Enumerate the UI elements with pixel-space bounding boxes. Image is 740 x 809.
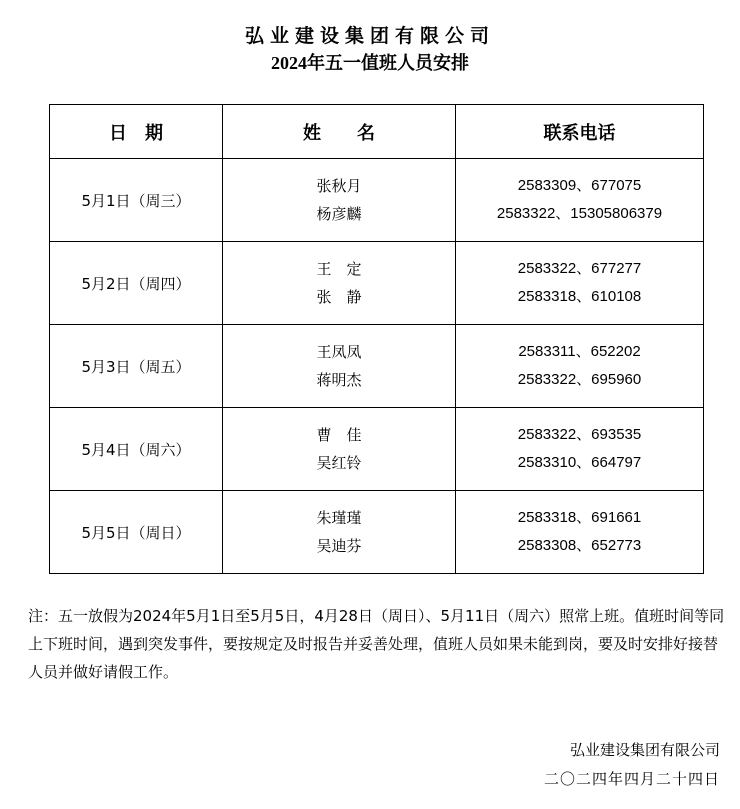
table-row [50, 325, 704, 408]
phone-cell [456, 325, 704, 408]
signature-company: 弘业建设集团有限公司 [569, 741, 720, 759]
staff-name: 王 定 [316, 260, 362, 278]
duty-roster-table [49, 104, 704, 574]
phone-cell [456, 159, 704, 242]
table-row [50, 242, 704, 325]
phone-number: 2583309、677075 [517, 177, 642, 194]
signature-date: 二〇二四年四月二十四日 [543, 770, 720, 788]
name-cell [223, 408, 456, 491]
name-cell [223, 242, 456, 325]
phone-number: 2583308、652773 [517, 537, 642, 554]
staff-name: 王凤凤 [316, 343, 362, 361]
document-title: 弘业建设集团有限公司 [244, 25, 495, 47]
phone-cell [456, 242, 704, 325]
staff-name: 朱瑾瑾 [316, 509, 362, 527]
staff-name: 蒋明杰 [316, 371, 362, 389]
notice-paragraph: 注：五一放假为2024年5月1日至5月5日，4月28日（周日）、5月11日（周六）照常上班。值班时间等同上下班时间，遇到突发事件，要按规定及时报告并妥善处理，值班人员如果未能到岗，要及时安排好接替人员并做好请假工作。 [28, 607, 725, 681]
table-row [50, 491, 704, 574]
staff-name: 张 静 [316, 288, 362, 306]
staff-name: 吴迪芬 [316, 537, 362, 555]
column-header-date: 日 期 [50, 105, 223, 159]
column-header-phone: 联系电话 [456, 105, 704, 159]
phone-cell [456, 408, 704, 491]
phone-number: 2583310、664797 [517, 454, 642, 471]
phone-number: 2583322、15305806379 [496, 205, 663, 222]
date-cell: 5月5日（周日） [50, 491, 223, 574]
table-header-row [50, 105, 704, 159]
name-cell [223, 491, 456, 574]
table-row [50, 408, 704, 491]
date-cell: 5月2日（周四） [50, 242, 223, 325]
name-cell [223, 159, 456, 242]
document-subtitle: 2024年五一值班人员安排 [271, 53, 469, 73]
column-header-name: 姓 名 [223, 105, 456, 159]
phone-number: 2583311、652202 [518, 343, 641, 360]
phone-number: 2583322、695960 [517, 371, 642, 388]
name-cell [223, 325, 456, 408]
phone-cell [456, 491, 704, 574]
table-row [50, 159, 704, 242]
staff-name: 吴红铃 [316, 454, 362, 472]
staff-name: 杨彦麟 [316, 205, 362, 223]
staff-name: 张秋月 [316, 177, 362, 195]
phone-number: 2583322、677277 [517, 260, 642, 277]
phone-number: 2583318、691661 [517, 509, 642, 526]
date-cell: 5月3日（周五） [50, 325, 223, 408]
date-cell: 5月4日（周六） [50, 408, 223, 491]
phone-number: 2583322、693535 [517, 426, 642, 443]
date-cell: 5月1日（周三） [50, 159, 223, 242]
staff-name: 曹 佳 [316, 426, 362, 444]
phone-number: 2583318、610108 [517, 288, 642, 305]
